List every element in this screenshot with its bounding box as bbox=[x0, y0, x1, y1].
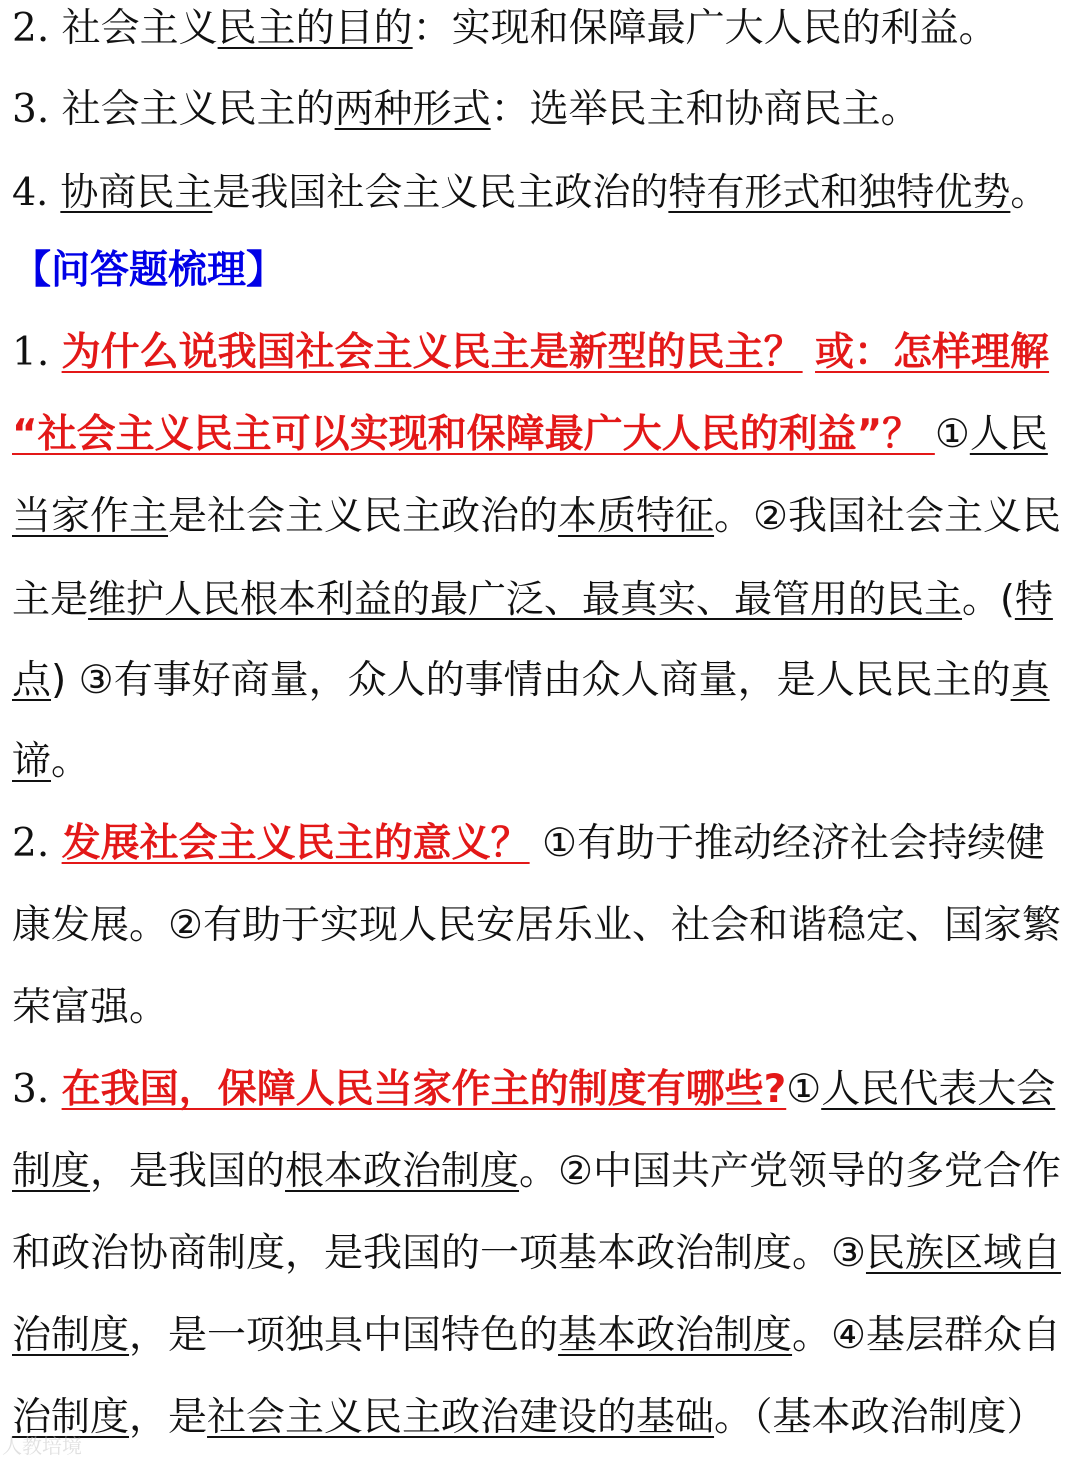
text-line bbox=[12, 817, 1072, 899]
underlined-text: 制度 bbox=[12, 1149, 91, 1194]
underlined-text: 人民 bbox=[969, 412, 1048, 457]
underlined-text: 本质特征 bbox=[558, 494, 715, 539]
text-line bbox=[12, 1391, 1072, 1473]
item-number: 2. bbox=[12, 6, 62, 51]
text-run: 是社会主义民主政治的 bbox=[168, 494, 559, 539]
underlined-text: 协商民主 bbox=[60, 170, 213, 214]
text-line bbox=[12, 326, 1072, 408]
underlined-text: 治制度 bbox=[12, 1395, 130, 1440]
text-run: 社会主义 bbox=[61, 6, 218, 51]
text-line bbox=[12, 165, 1072, 247]
text-line bbox=[12, 981, 1072, 1063]
item-number: 3. bbox=[12, 87, 62, 132]
text-run: ，是 bbox=[129, 1395, 208, 1440]
underlined-text: 特 bbox=[1014, 577, 1053, 621]
text-line bbox=[12, 83, 1072, 165]
text-line bbox=[12, 2, 1072, 84]
text-run: 和政治协商制度，是我国的一项基本政治制度。③ bbox=[12, 1231, 866, 1276]
text-line bbox=[12, 654, 1072, 736]
text-run: 。④基层群众自 bbox=[792, 1313, 1062, 1358]
underlined-text: 社会主义民主政治建设的基础 bbox=[207, 1395, 715, 1440]
text-run: 荣富强。 bbox=[12, 985, 169, 1030]
underlined-text: 特有形式和独特优势 bbox=[668, 170, 1011, 214]
text-run: ：选举民主和协商民主。 bbox=[490, 87, 920, 132]
underlined-text: 民主的目的 bbox=[217, 6, 413, 51]
underlined-text: 真 bbox=[1010, 658, 1050, 703]
text-run: 康发展。②有助于实现人民安居乐业、社会和谐稳定、国家繁 bbox=[12, 903, 1061, 948]
underlined-text: 根本政治制度 bbox=[285, 1149, 520, 1194]
text-run: 主是 bbox=[12, 577, 89, 621]
text-line bbox=[12, 1145, 1072, 1227]
underlined-text: 当家作主 bbox=[12, 494, 169, 539]
item-number: 1. bbox=[12, 330, 62, 375]
question-text: 或：怎样理解 bbox=[815, 330, 1050, 375]
question-text: 在我国，保障人民当家作主的制度有哪些? bbox=[61, 1067, 787, 1112]
text-line bbox=[12, 1309, 1072, 1391]
text-line bbox=[12, 408, 1072, 490]
text-line bbox=[12, 572, 1072, 654]
item-number: 2. bbox=[12, 821, 62, 866]
section-heading: 【问答题梳理】 bbox=[12, 248, 286, 293]
underlined-text: 点 bbox=[12, 658, 52, 703]
question-text: “社会主义民主可以实现和保障最广大人民的利益”？ bbox=[12, 412, 935, 457]
underlined-text: 民族区域自 bbox=[865, 1231, 1061, 1276]
text-line bbox=[12, 1063, 1072, 1145]
text-run: 社会主义民主的 bbox=[61, 87, 335, 132]
question-text: 发展社会主义民主的意义？ bbox=[61, 821, 530, 866]
underlined-text: 维护人民根本利益的最广泛、最真实、最管用的民主 bbox=[88, 577, 963, 621]
text-run: ，是我国的 bbox=[90, 1149, 286, 1194]
underlined-text: 两种形式 bbox=[334, 87, 491, 132]
watermark: 人教培境 bbox=[2, 1434, 82, 1458]
text-run: ，是一项独具中国特色的 bbox=[129, 1313, 559, 1358]
item-number: 4. bbox=[12, 170, 61, 214]
question-text: 为什么说我国社会主义民主是新型的民主？ bbox=[61, 330, 803, 375]
underlined-text: 基本政治制度 bbox=[558, 1313, 793, 1358]
text-line bbox=[12, 735, 1072, 817]
text-run: 。（基本政治制度） bbox=[714, 1395, 1046, 1440]
text-run: 。②中国共产党领导的多党合作 bbox=[519, 1149, 1062, 1194]
text-run: ) ③有事好商量，众人的事情由众人商量，是人民民主的 bbox=[51, 658, 1011, 703]
text-run: ① bbox=[934, 412, 970, 457]
text-line bbox=[12, 899, 1072, 981]
text-run: 。 bbox=[51, 739, 91, 784]
text-run: 是我国社会主义民主政治的 bbox=[212, 170, 669, 214]
item-number: 3. bbox=[12, 1067, 62, 1112]
underlined-text: 人民代表大会 bbox=[821, 1067, 1056, 1112]
underlined-text: 谛 bbox=[12, 739, 52, 784]
text-run: ①有助于推动经济社会持续健 bbox=[529, 821, 1045, 866]
text-run: 。( bbox=[962, 577, 1015, 621]
underlined-text: 治制度 bbox=[12, 1313, 130, 1358]
text-run: ：实现和保障最广大人民的利益。 bbox=[412, 6, 998, 51]
text-run: 。②我国社会主义民 bbox=[714, 494, 1062, 539]
text-run: 。 bbox=[1010, 170, 1049, 214]
text-run: ① bbox=[786, 1067, 822, 1112]
text-line bbox=[12, 490, 1072, 572]
text-line bbox=[12, 244, 1072, 326]
text-run bbox=[803, 330, 815, 375]
text-line bbox=[12, 1227, 1072, 1309]
